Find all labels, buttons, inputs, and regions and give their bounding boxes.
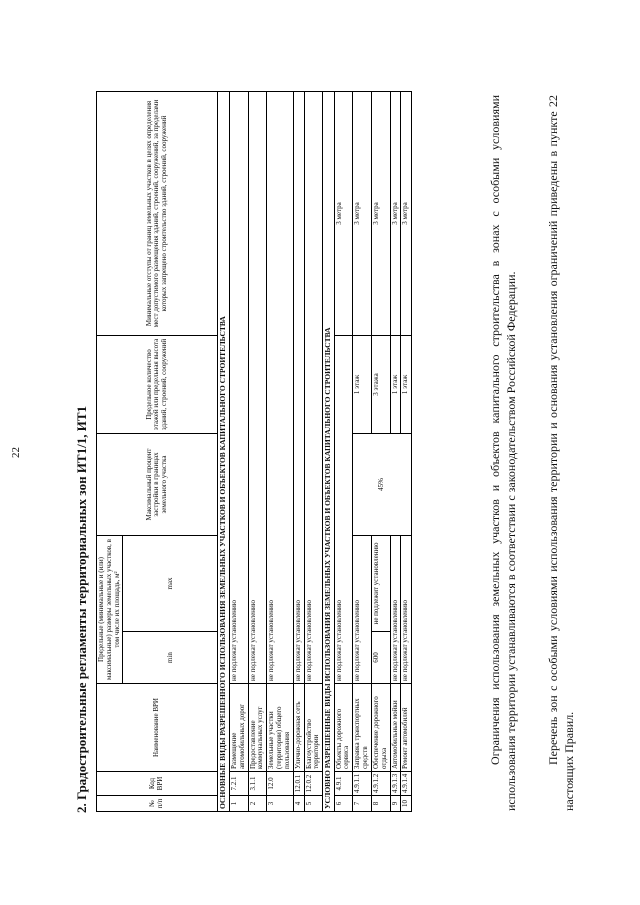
row-setback: 3 метра <box>401 91 412 335</box>
section-title-main: ОСНОВНЫЕ ВИДЫ РАЗРЕШЕННОГО ИСПОЛЬЗОВАНИЯ ЗЕМЕЛЬНЫХ УЧАСТКОВ И ОБЪЕКТОВ КАПИТАЛЬНОГО СТРОИТЕЛЬСТВА <box>218 91 229 811</box>
table-row <box>293 91 304 811</box>
section-row-main <box>218 91 229 811</box>
row-name: Земельные участки (территории) общего пользования <box>267 684 293 772</box>
row-name: Заправка транспортных средств <box>353 684 372 772</box>
row-status: не подлежат установлению <box>293 91 304 683</box>
row-code: 4.9.1 <box>334 772 353 796</box>
row-num: 9 <box>390 796 401 812</box>
row-name: Автомобильные мойки <box>390 684 401 772</box>
row-num: 3 <box>267 796 293 812</box>
row-max-area: не подлежит установлению <box>371 536 390 632</box>
row-num: 4 <box>293 796 304 812</box>
row-code: 12.0.1 <box>293 772 304 796</box>
row-code: 12.0.2 <box>304 772 323 796</box>
table-row <box>334 91 353 811</box>
row-code: 4.9.1.1 <box>353 772 372 796</box>
section-heading: 2. Градостроительные регламенты территориальных зон ИТ1/1, ИТ1 <box>74 406 89 813</box>
row-name: Обеспечение дорожного отдыха <box>371 684 390 772</box>
row-code: 4.9.1.2 <box>371 772 390 796</box>
row-name: Объекты дорожного сервиса <box>334 684 353 772</box>
regulations-table <box>96 91 412 812</box>
row-setback: 3 метра <box>371 91 390 335</box>
table-row <box>353 91 372 811</box>
table-row <box>248 91 267 811</box>
row-code: 4.9.1.3 <box>390 772 401 796</box>
row-num: 5 <box>304 796 323 812</box>
row-floors: 1 этаж <box>401 336 412 434</box>
row-name: Ремонт автомобилей <box>401 684 412 772</box>
row-status: не подлежат установлению <box>401 536 412 684</box>
col-header-setbacks: Минимальные отступы от границ земельных участков в целях определения мест допустимого размещения зданий, строений, сооружений, за пределами которых запрещено строительство зданий, строений, сооружений <box>97 91 218 335</box>
col-header-max: max <box>123 536 218 632</box>
section-title-conditional: УСЛОВНО РАЗРЕШЕННЫЕ ВИДЫ ИСПОЛЬЗОВАНИЯ ЗЕМЕЛЬНЫХ УЧАСТКОВ И ОБЪЕКТОВ КАПИТАЛЬНОГО СТРОИТЕЛЬСТВА <box>323 91 334 811</box>
row-num: 8 <box>371 796 390 812</box>
row-code: 12.0 <box>267 772 293 796</box>
row-setback: 3 метра <box>334 91 353 335</box>
table-row <box>229 91 248 811</box>
row-floors: 1 этаж <box>390 336 401 434</box>
col-header-area: Предельные (минимальные и (или) максимальные) размеры земельных участков, в том числе их площадь, м² <box>97 536 123 684</box>
paragraph-zones-list: Перечень зон с особыми условиями использования территории и основания установления ограничений приведены в пункте 22 настоящих Правил. <box>546 95 577 811</box>
row-min-area: 600 <box>371 632 390 684</box>
section-row-conditional <box>323 91 334 811</box>
col-header-min: min <box>123 632 218 684</box>
row-name: Улично-дорожная сеть <box>293 684 304 772</box>
row-num: 7 <box>353 796 372 812</box>
row-num: 2 <box>248 796 267 812</box>
col-header-code: Код ВРИ <box>97 772 218 796</box>
row-floors: 3 этажа <box>371 336 390 434</box>
row-name: Размещение автомобильных дорог <box>229 684 248 772</box>
row-status: не подлежат установлению <box>304 91 323 683</box>
col-header-coverage: Максимальный процент застройки в границах земельного участка <box>97 434 218 536</box>
row-num: 6 <box>334 796 353 812</box>
row-status: не подлежат установлению <box>390 536 401 684</box>
row-status: не подлежат установлению <box>229 91 248 683</box>
header-row <box>97 91 123 811</box>
row-status: не подлежат установлению <box>248 91 267 683</box>
row-status: не подлежат установлению <box>334 336 353 684</box>
row-status: не подлежат установлению <box>353 536 372 684</box>
page-number: 22 <box>10 447 22 458</box>
table-row <box>304 91 323 811</box>
row-setback: 3 метра <box>390 91 401 335</box>
col-header-num: № п/п <box>97 796 218 812</box>
col-header-name: Наименование ВРИ <box>97 684 218 772</box>
row-floors: 1 этаж <box>353 336 372 434</box>
paragraph-restrictions: Ограничения использования земельных участков и объектов капитального строительства в зонах с особыми условиями использования территории устанавливаются в соответствии с законодательством Российской Федерации. <box>488 95 519 811</box>
row-code: 7.2.1 <box>229 772 248 796</box>
row-num: 1 <box>229 796 248 812</box>
row-status: не подлежат установлению <box>267 91 293 683</box>
row-name: Благоустройство территории <box>304 684 323 772</box>
row-code: 4.9.1.4 <box>401 772 412 796</box>
row-setback: 3 метра <box>353 91 372 335</box>
row-name: Предоставление коммунальных услуг <box>248 684 267 772</box>
col-header-floors: Предельное количество этажей или предельная высота зданий, строений, сооружений <box>97 336 218 434</box>
table-row <box>267 91 293 811</box>
row-num: 10 <box>401 796 412 812</box>
shared-coverage: 45% <box>353 434 412 536</box>
row-code: 3.1.1 <box>248 772 267 796</box>
